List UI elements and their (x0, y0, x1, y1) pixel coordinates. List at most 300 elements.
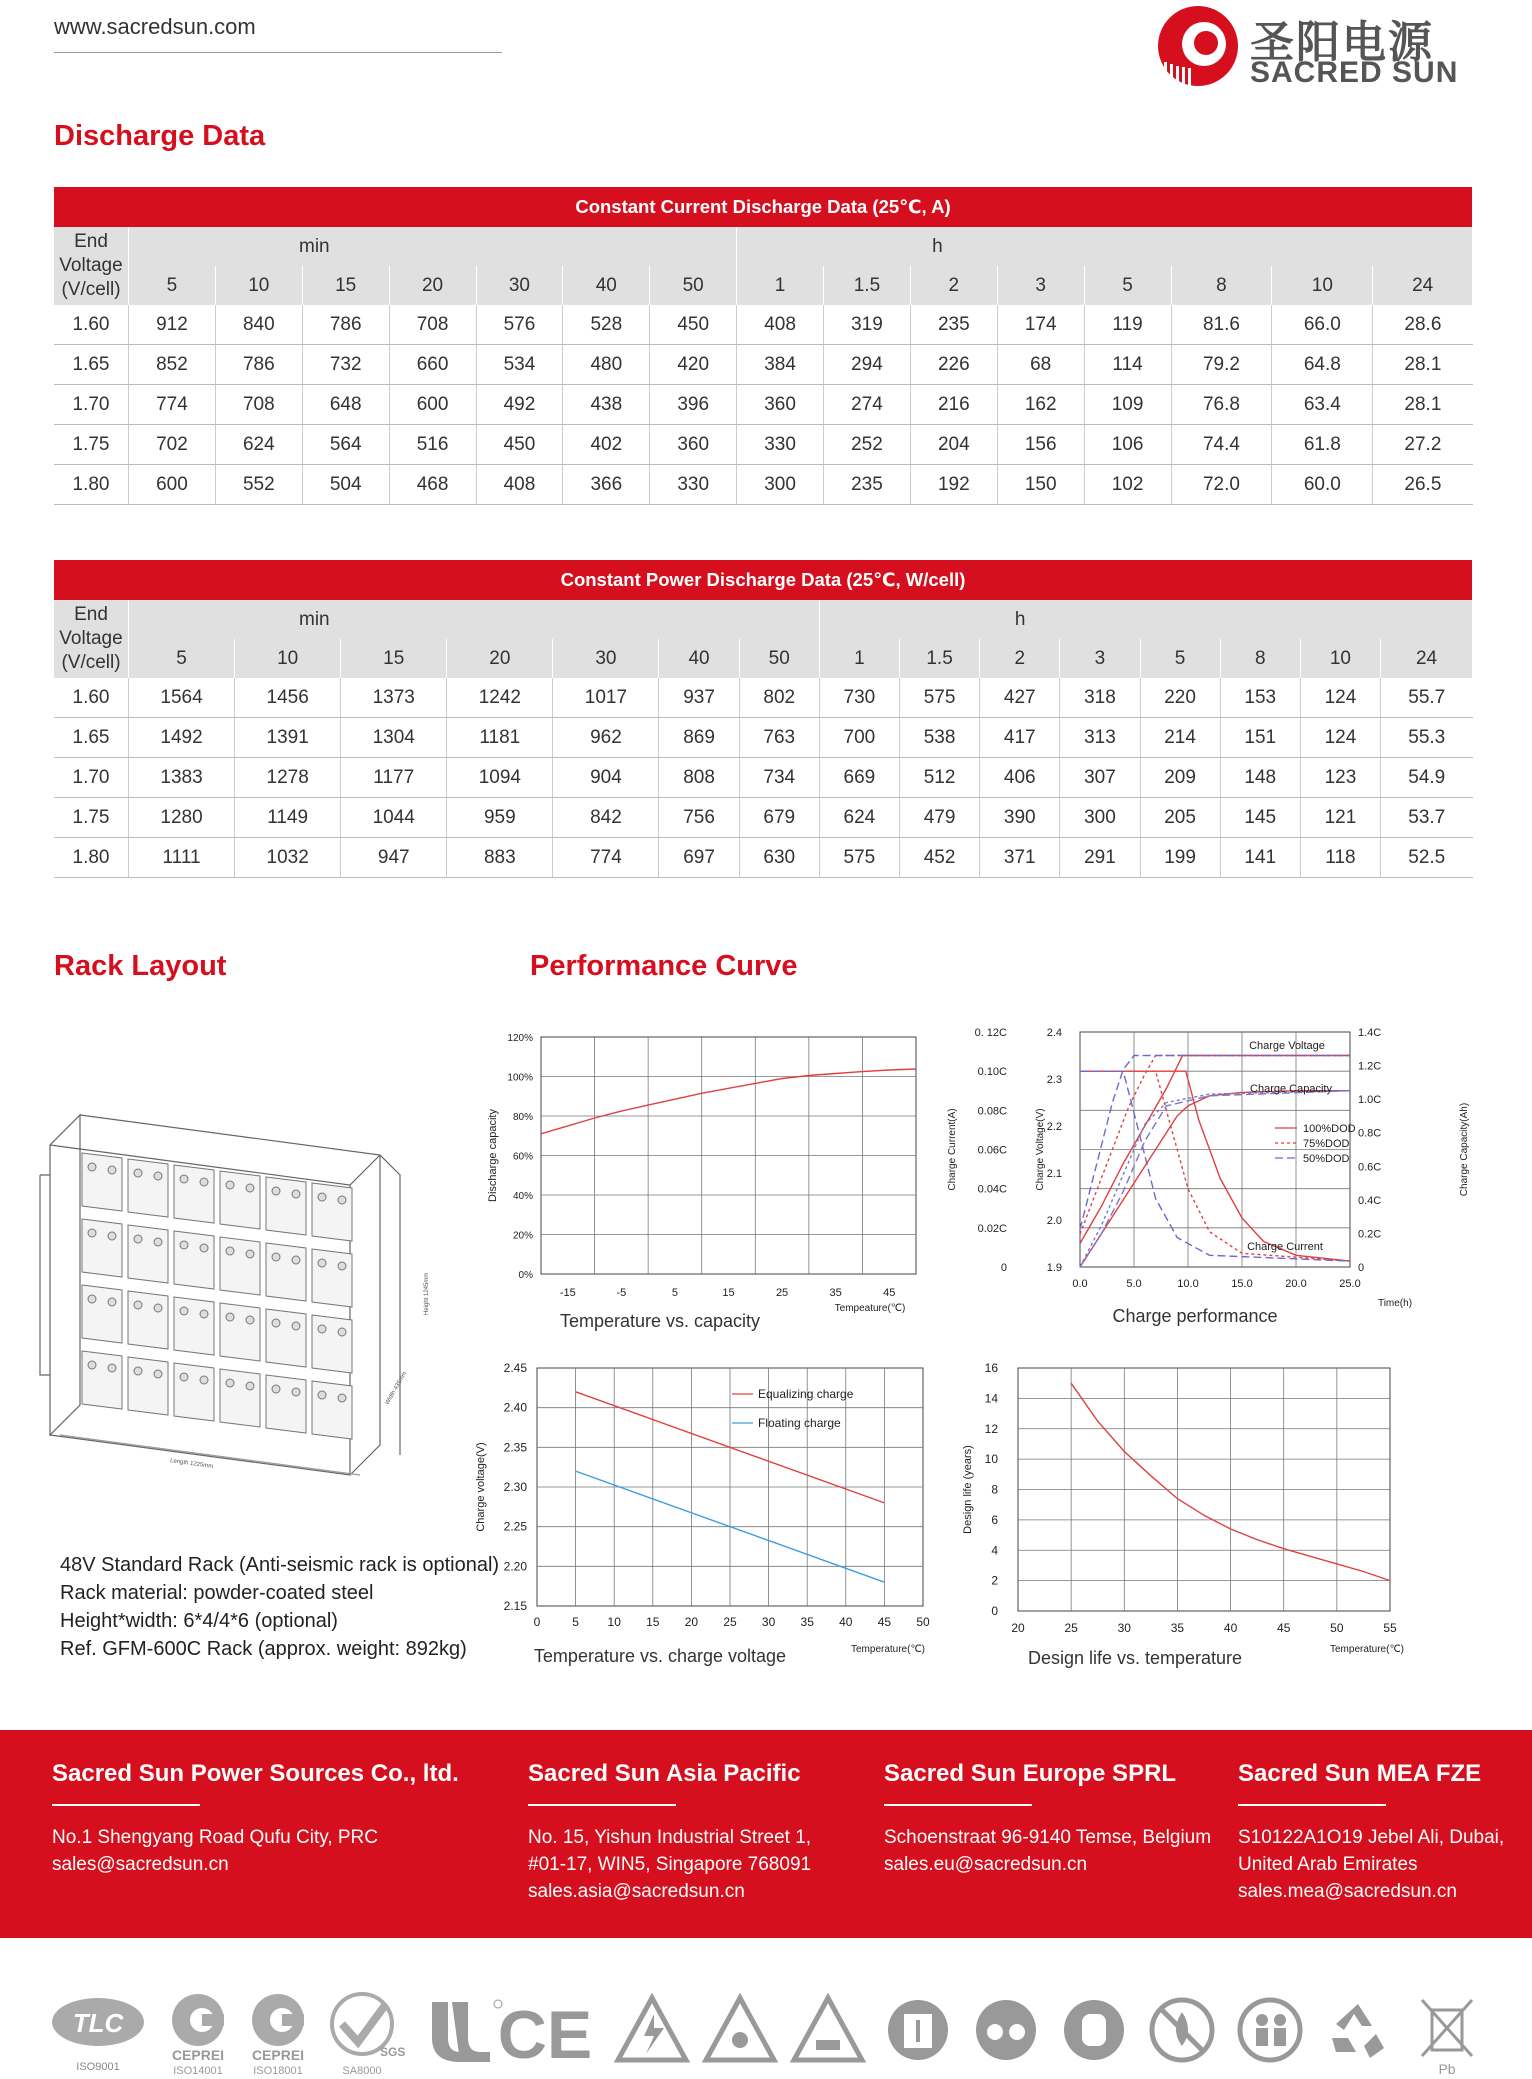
table-cell: 648 (302, 385, 389, 425)
header-divider (54, 52, 502, 53)
table-cell: 360 (650, 425, 737, 465)
logo-chinese-text: 圣阳电源 (1250, 18, 1434, 67)
terminal (154, 1172, 162, 1180)
y-tick-label: 6 (991, 1512, 998, 1527)
table-cell: 883 (447, 838, 553, 878)
table-cell: 402 (563, 425, 650, 465)
capacity-tick-label: 0.6C (1358, 1161, 1382, 1174)
battery-cell (312, 1249, 352, 1307)
table-cell: 106 (1084, 425, 1171, 465)
y-tick-label: 80% (512, 1112, 533, 1123)
column-header: 24 (1373, 266, 1473, 305)
voltage-axis-label: Charge Voltage(V) (1035, 1108, 1046, 1191)
x-tick-label: 0.0 (1072, 1278, 1088, 1290)
legend-label: Equalizing charge (758, 1387, 854, 1401)
footer-email[interactable]: sales.asia@sacredsun.cn (528, 1881, 745, 1902)
charge-performance-chart (935, 1020, 1480, 1335)
rack-note-4: Ref. GFM-600C Rack (approx. weight: 892kg) (60, 1638, 467, 1660)
table-cell: 60.0 (1272, 465, 1373, 505)
table-cell: 408 (476, 465, 563, 505)
terminal (134, 1301, 142, 1309)
terminal (272, 1187, 280, 1195)
table-row (54, 798, 1473, 838)
table-cell: 802 (739, 678, 819, 718)
column-header: 15 (302, 266, 389, 305)
table-cell: 852 (129, 345, 216, 385)
y-tick-label: 10 (984, 1452, 998, 1467)
battery-cell (82, 1153, 122, 1211)
table-cell: 408 (737, 305, 824, 345)
column-header: 8 (1220, 639, 1300, 678)
terminal (180, 1175, 188, 1183)
capacity-line (541, 1069, 916, 1134)
end-voltage-cell: 1.65 (54, 718, 129, 758)
terminal (246, 1250, 254, 1258)
table-cell: 226 (910, 345, 997, 385)
terminal (272, 1319, 280, 1327)
corrosive-warning-icon (794, 1998, 862, 2060)
electric-warning-icon (618, 1998, 686, 2060)
battery-cell (128, 1357, 168, 1415)
table-cell: 145 (1220, 798, 1300, 838)
x-tick-label: 15 (646, 1615, 660, 1629)
battery-cell (312, 1381, 352, 1439)
y-tick-label: 120% (507, 1033, 533, 1044)
column-header: 50 (650, 266, 737, 305)
table-cell: 319 (824, 305, 911, 345)
table-cell: 153 (1220, 678, 1300, 718)
column-header: 40 (563, 266, 650, 305)
table-cell: 702 (129, 425, 216, 465)
terminal (338, 1394, 346, 1402)
x-tick-label: 55 (1383, 1621, 1397, 1635)
x-axis-label: Tempeature(℃) (834, 1303, 906, 1314)
y-tick-label: 2.35 (503, 1440, 527, 1455)
table-cell: 192 (910, 465, 997, 505)
terminal (134, 1367, 142, 1375)
table-cell: 199 (1140, 838, 1220, 878)
end-voltage-cell: 1.60 (54, 678, 129, 718)
table-cell: 763 (739, 718, 819, 758)
battery-cell (266, 1375, 306, 1433)
table-cell: 1044 (341, 798, 447, 838)
table-cell: 214 (1140, 718, 1220, 758)
end-voltage-cell: 1.75 (54, 798, 129, 838)
chart-title: Design life vs. temperature (1027, 1648, 1243, 1668)
table-cell: 1111 (129, 838, 235, 878)
footer-address-line: #01-17, WIN5, Singapore 768091 (528, 1854, 812, 1875)
table-cell: 274 (824, 385, 911, 425)
table-cell: 512 (899, 758, 979, 798)
series-line (1080, 1071, 1350, 1261)
terminal (318, 1325, 326, 1333)
column-header: 10 (1300, 639, 1380, 678)
end-voltage-header: End Voltage (V/cell) (54, 600, 129, 678)
table-cell: 205 (1140, 798, 1220, 838)
battery-cell (82, 1219, 122, 1277)
table-cell: 959 (447, 798, 553, 838)
terminal (200, 1376, 208, 1384)
table-cell: 291 (1060, 838, 1140, 878)
terminal (154, 1370, 162, 1378)
column-header: 8 (1171, 266, 1272, 305)
table-cell: 54.9 (1381, 758, 1473, 798)
footer-underline (52, 1804, 200, 1806)
table-cell: 235 (910, 305, 997, 345)
legend-label: 100%DOD (1303, 1123, 1356, 1135)
terminal (292, 1322, 300, 1330)
y-tick-label: 2.15 (503, 1599, 527, 1613)
table-cell: 119 (1084, 305, 1171, 345)
table-row (54, 425, 1473, 465)
table-cell: 124 (1300, 718, 1380, 758)
table-cell: 28.1 (1373, 385, 1473, 425)
x-tick-label: 50 (1330, 1621, 1344, 1635)
x-tick-label: 20 (1011, 1621, 1025, 1635)
table-cell: 209 (1140, 758, 1220, 798)
chart-title: Temperature vs. charge voltage (533, 1646, 787, 1666)
table-cell: 552 (215, 465, 302, 505)
footer-email[interactable]: sales@sacredsun.cn (52, 1854, 229, 1875)
x-tick-label: 25 (723, 1615, 737, 1629)
table-cell: 730 (819, 678, 899, 718)
y-axis-label: Discharge capacity (487, 1109, 499, 1202)
capacity-tick-label: 1.4C (1358, 1027, 1382, 1039)
table-cell: 220 (1140, 678, 1220, 718)
table-cell: 624 (819, 798, 899, 838)
table-cell: 151 (1220, 718, 1300, 758)
terminal (180, 1373, 188, 1381)
x-tick-label: 30 (1117, 1621, 1131, 1635)
current-tick-label: 0.04C (977, 1183, 1007, 1196)
website-url[interactable]: www.sacredsun.com (54, 14, 256, 39)
column-header: 30 (476, 266, 563, 305)
table-cell: 669 (819, 758, 899, 798)
svg-text:TLC: TLC (72, 2008, 124, 2038)
battery-cell (312, 1183, 352, 1241)
table-cell: 534 (476, 345, 563, 385)
table-row (54, 678, 1473, 718)
table-cell: 774 (129, 385, 216, 425)
temperature-capacity-chart (470, 1025, 930, 1335)
voltage-tick-label: 2.0 (1046, 1215, 1062, 1227)
h-header: h (737, 227, 1473, 266)
battery-cell (220, 1237, 260, 1295)
table-cell: 141 (1220, 838, 1300, 878)
column-header: 15 (341, 639, 447, 678)
x-tick-label: 15.0 (1231, 1278, 1253, 1290)
table-cell: 28.6 (1373, 305, 1473, 345)
legend-label: Floating charge (758, 1416, 841, 1430)
column-header: 1 (737, 266, 824, 305)
table-cell: 300 (1060, 798, 1140, 838)
column-header: 5 (1084, 266, 1171, 305)
capacity-tick-label: 0.8C (1358, 1127, 1382, 1140)
table-cell: 52.5 (1381, 838, 1473, 878)
table-cell: 808 (659, 758, 739, 798)
x-tick-label: 15 (722, 1287, 735, 1299)
table-cell: 630 (739, 838, 819, 878)
svg-text:CEPREI: CEPREI (251, 2047, 305, 2063)
footer-address-line: S10122A1O19 Jebel Ali, Dubai, (1238, 1827, 1505, 1848)
battery-cell (174, 1231, 214, 1289)
svg-text:SGS: SGS (380, 2045, 406, 2059)
x-tick-label: 20 (684, 1615, 699, 1629)
footer-underline (1238, 1804, 1386, 1806)
table-cell: 28.1 (1373, 345, 1473, 385)
table-row (54, 385, 1473, 425)
battery-cell (82, 1351, 122, 1409)
y-tick-label: 8 (991, 1482, 998, 1497)
weee-bin-icon (1422, 2000, 1472, 2077)
table-cell: 624 (215, 425, 302, 465)
table-cell: 479 (899, 798, 979, 838)
table-cell: 61.8 (1272, 425, 1373, 465)
column-header: 2 (910, 266, 997, 305)
x-tick-label: -5 (616, 1287, 627, 1299)
end-voltage-cell: 1.60 (54, 305, 129, 345)
y-axis-label: Design life (years) (962, 1445, 974, 1534)
table-cell: 406 (980, 758, 1060, 798)
ceprei-iso18001-icon (252, 1994, 304, 2077)
eye-protection-icon (976, 2000, 1036, 2060)
explosive-warning-icon (706, 1998, 774, 2060)
ceprei-iso14001-icon (172, 1994, 224, 2077)
ul-icon (432, 2000, 502, 2062)
table-cell: 371 (980, 838, 1060, 878)
end-voltage-cell: 1.70 (54, 758, 129, 798)
terminal (154, 1238, 162, 1246)
footer-office-europe (884, 1760, 1211, 1878)
svg-text:Pb: Pb (1438, 2061, 1456, 2077)
y-tick-label: 40% (512, 1191, 533, 1202)
terminal (108, 1166, 116, 1174)
terminal (292, 1388, 300, 1396)
current-tick-label: 0.02C (977, 1222, 1007, 1235)
y-tick-label: 2.20 (503, 1559, 527, 1574)
terminal (134, 1169, 142, 1177)
terminal (180, 1307, 188, 1315)
table-cell: 81.6 (1171, 305, 1272, 345)
table-cell: 156 (997, 425, 1084, 465)
rack-height-label: Height 1245mm (424, 1272, 430, 1315)
current-tick-label: 0.08C (977, 1105, 1007, 1118)
y-tick-label: 20% (512, 1230, 533, 1242)
voltage-tick-label: 2.2 (1046, 1121, 1062, 1133)
table-cell: 252 (824, 425, 911, 465)
terminal (246, 1382, 254, 1390)
table-cell: 294 (824, 345, 911, 385)
y-tick-label: 2.45 (503, 1361, 527, 1375)
x-tick-label: 40 (1223, 1621, 1238, 1635)
table-cell: 72.0 (1171, 465, 1272, 505)
table-cell: 1177 (341, 758, 447, 798)
constant-power-table (54, 560, 1473, 878)
column-header: 2 (980, 639, 1060, 678)
table-cell: 148 (1220, 758, 1300, 798)
x-tick-label: 20.0 (1285, 1278, 1307, 1290)
terminal (292, 1256, 300, 1264)
table-cell: 492 (476, 385, 563, 425)
table-cell: 468 (389, 465, 476, 505)
footer-address-line: Schoenstraat 96-9140 Temse, Belgium (884, 1827, 1212, 1848)
gloves-icon (1064, 2000, 1124, 2060)
x-tick-label: 5.0 (1126, 1278, 1142, 1290)
x-tick-label: 45 (877, 1615, 892, 1629)
y-axis-label: Charge voltage(V) (475, 1442, 487, 1532)
footer-underline (528, 1804, 676, 1806)
table-cell: 912 (129, 305, 216, 345)
table-cell: 390 (980, 798, 1060, 838)
voltage-tick-label: 1.9 (1046, 1262, 1062, 1274)
column-header: 40 (659, 639, 739, 678)
y-tick-label: 2.30 (503, 1480, 527, 1494)
table-cell: 1280 (129, 798, 235, 838)
table-cell: 869 (659, 718, 739, 758)
end-voltage-header: End Voltage (V/cell) (54, 227, 129, 305)
table-cell: 55.3 (1381, 718, 1473, 758)
battery-cell (220, 1369, 260, 1427)
table-cell: 318 (1060, 678, 1140, 718)
annotation-charge-current: Charge Current (1247, 1241, 1323, 1253)
terminal (338, 1196, 346, 1204)
capacity-tick-label: 0 (1358, 1262, 1365, 1274)
terminal (226, 1247, 234, 1255)
design-life-chart (955, 1350, 1455, 1670)
terminal (200, 1310, 208, 1318)
footer-email[interactable]: sales.mea@sacredsun.cn (1238, 1881, 1457, 1902)
battery-cell (128, 1159, 168, 1217)
terminal (292, 1190, 300, 1198)
sgs-sa8000-icon (332, 1994, 405, 2077)
table-cell: 74.4 (1171, 425, 1272, 465)
table-cell: 123 (1300, 758, 1380, 798)
table-cell: 452 (899, 838, 979, 878)
table-cell: 118 (1300, 838, 1380, 878)
rack-note-1: 48V Standard Rack (Anti-seismic rack is optional) (60, 1554, 500, 1576)
column-header: 1.5 (824, 266, 911, 305)
footer-office-title: Sacred Sun Europe SPRL (884, 1760, 1177, 1787)
terminal (338, 1262, 346, 1270)
table-cell: 417 (980, 718, 1060, 758)
certification-icons (40, 1990, 1510, 2078)
table-cell: 384 (737, 345, 824, 385)
column-header: 3 (997, 266, 1084, 305)
terminal (338, 1328, 346, 1336)
terminal (88, 1361, 96, 1369)
table-cell: 1149 (235, 798, 341, 838)
table-cell: 697 (659, 838, 739, 878)
table-cell: 235 (824, 465, 911, 505)
column-header: 50 (739, 639, 819, 678)
column-header: 5 (129, 639, 235, 678)
battery-cell (220, 1303, 260, 1361)
footer-underline (884, 1804, 1032, 1806)
y-tick-label: 16 (984, 1361, 998, 1375)
table-row (54, 305, 1473, 345)
capacity-tick-label: 1.0C (1358, 1094, 1382, 1107)
table-cell: 1304 (341, 718, 447, 758)
table-cell: 480 (563, 345, 650, 385)
end-voltage-cell: 1.65 (54, 345, 129, 385)
no-fire-icon (1152, 2000, 1212, 2060)
x-tick-label: 50 (916, 1615, 930, 1629)
terminal (272, 1385, 280, 1393)
column-header: 24 (1381, 639, 1473, 678)
table-cell: 366 (563, 465, 650, 505)
column-header: 20 (447, 639, 553, 678)
table-cell: 774 (553, 838, 659, 878)
terminal (226, 1313, 234, 1321)
current-tick-label: 0.06C (977, 1144, 1007, 1157)
table-cell: 1032 (235, 838, 341, 878)
footer-office-title: Sacred Sun MEA FZE (1238, 1760, 1482, 1787)
column-header: 5 (1140, 639, 1220, 678)
x-tick-label: 35 (1170, 1621, 1185, 1635)
table-cell: 679 (739, 798, 819, 838)
column-header: 1 (819, 639, 899, 678)
end-voltage-cell: 1.80 (54, 465, 129, 505)
y-tick-label: 2 (991, 1573, 998, 1588)
constant-current-table (54, 187, 1473, 505)
capacity-tick-label: 0.4C (1358, 1194, 1382, 1207)
footer-email[interactable]: sales.eu@sacredsun.cn (884, 1854, 1088, 1875)
column-header: 10 (215, 266, 302, 305)
table-cell: 937 (659, 678, 739, 718)
battery-cell (82, 1285, 122, 1343)
terminal (134, 1235, 142, 1243)
table-cell: 68 (997, 345, 1084, 385)
table-cell: 1017 (553, 678, 659, 718)
min-header: min (129, 227, 737, 266)
table-cell: 1181 (447, 718, 553, 758)
column-header: 30 (553, 639, 659, 678)
table-cell: 840 (215, 305, 302, 345)
x-tick-label: 30 (761, 1615, 776, 1629)
x-tick-label: 25 (1064, 1621, 1078, 1635)
table-cell: 330 (737, 425, 824, 465)
keep-away-children-icon (1240, 2000, 1300, 2060)
table-cell: 174 (997, 305, 1084, 345)
table-cell: 330 (650, 465, 737, 505)
current-tick-label: 0.10C (977, 1066, 1007, 1079)
y-tick-label: 0% (518, 1270, 533, 1281)
column-header: 3 (1060, 639, 1140, 678)
capacity-tick-label: 1.2C (1358, 1060, 1382, 1073)
capacity-axis-label: Charge Capacity(Ah) (1459, 1102, 1470, 1197)
table-cell: 734 (739, 758, 819, 798)
battery-cell (174, 1165, 214, 1223)
terminal (108, 1232, 116, 1240)
rack-note-3: Height*width: 6*4/4*6 (optional) (60, 1610, 338, 1632)
column-header: 5 (129, 266, 216, 305)
footer-office-title: Sacred Sun Asia Pacific (528, 1760, 801, 1787)
legend-label: 50%DOD (1303, 1153, 1350, 1165)
table-cell: 1456 (235, 678, 341, 718)
footer-address-line: No.1 Shengyang Road Qufu City, PRC (52, 1827, 378, 1848)
terminal (318, 1193, 326, 1201)
table-cell: 538 (899, 718, 979, 758)
column-header: 1.5 (899, 639, 979, 678)
battery-cell (220, 1171, 260, 1229)
table-cell: 708 (389, 305, 476, 345)
table-cell: 63.4 (1272, 385, 1373, 425)
terminal (88, 1295, 96, 1303)
x-tick-label: 5 (572, 1615, 579, 1629)
table-cell: 786 (215, 345, 302, 385)
table-cell: 121 (1300, 798, 1380, 838)
x-tick-label: 25 (775, 1287, 789, 1299)
